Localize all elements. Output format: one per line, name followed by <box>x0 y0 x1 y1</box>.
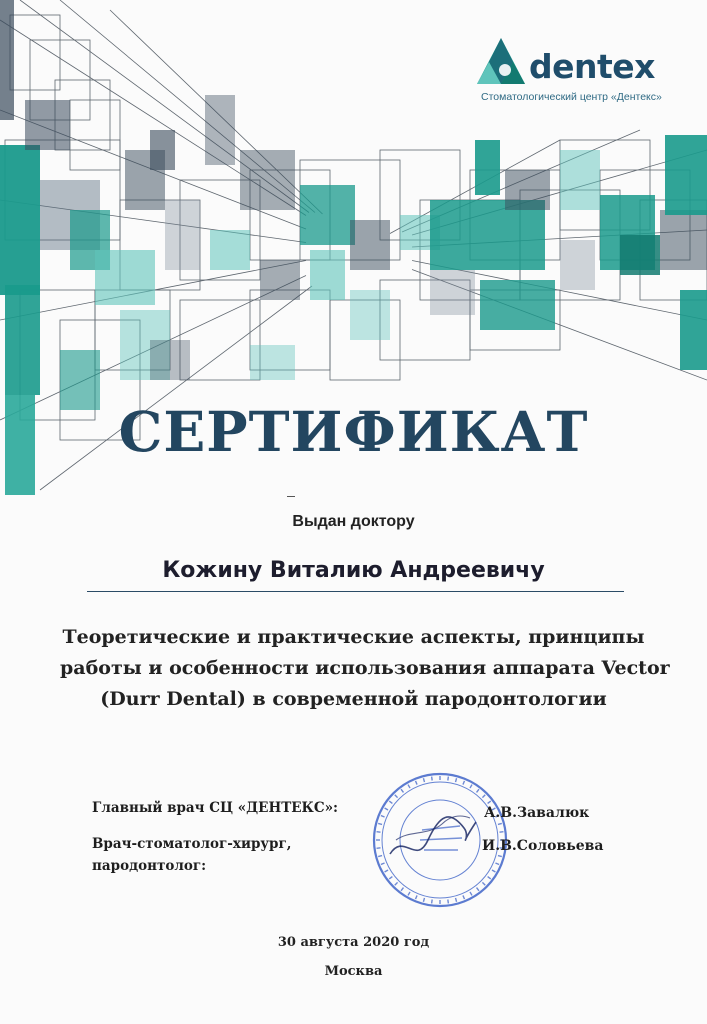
issued-to-label: Выдан доктору <box>292 513 415 530</box>
dentex-triangle-logo-icon <box>477 36 527 88</box>
logo-subtitle: Стоматологический центр «Дентекс» <box>481 91 662 103</box>
surgeon-label-line-2: пародонтолог: <box>92 858 207 874</box>
recipient-name: Кожину Виталию Андреевичу <box>162 558 545 583</box>
logo-brand-name: dentex <box>529 47 655 86</box>
chief-doctor-name: А.В.Завалюк <box>484 805 590 821</box>
divider-dash <box>287 496 295 497</box>
course-line-3: (Durr Dental) в современной пародонтологии <box>100 688 607 710</box>
certificate-title: СЕРТИФИКАТ <box>118 399 589 464</box>
course-line-1: Теоретические и практические аспекты, принципы <box>62 626 645 648</box>
dentex-logo <box>477 36 677 106</box>
issue-city: Москва <box>324 964 383 979</box>
issue-date: 30 августа 2020 год <box>277 935 430 950</box>
course-title <box>60 622 670 715</box>
course-line-2: работы и особенности использования аппарата Vector <box>60 657 670 679</box>
chief-doctor-label: Главный врач СЦ «ДЕНТЕКС»: <box>92 800 338 816</box>
surgeon-name: И.В.Соловьева <box>482 838 604 854</box>
surgeon-label-line-1: Врач-стоматолог-хирург, <box>92 836 292 852</box>
recipient-underline <box>87 591 624 592</box>
